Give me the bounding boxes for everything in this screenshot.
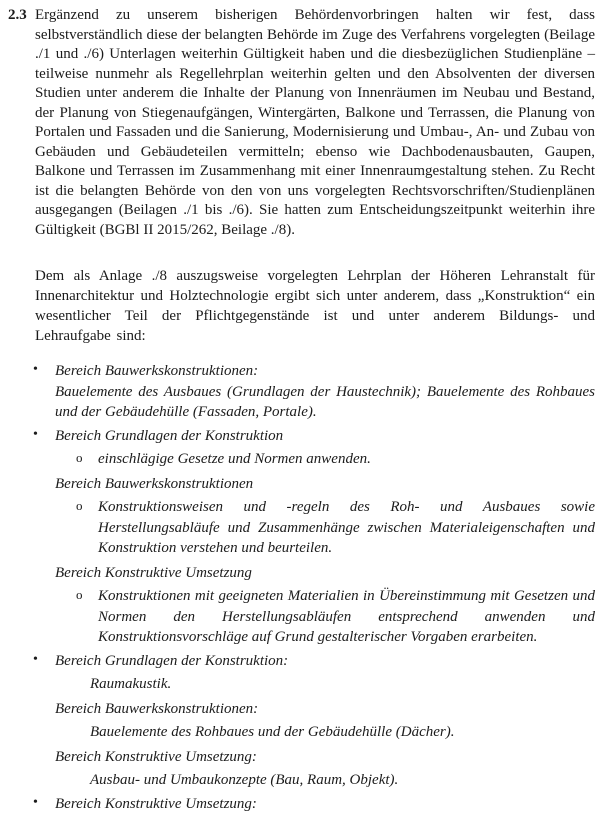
list-group-header xyxy=(8,699,595,720)
list-item xyxy=(8,651,595,672)
bullet-icon: • xyxy=(33,793,38,814)
list-item xyxy=(8,426,595,447)
indented-list-line xyxy=(8,770,595,791)
list-item xyxy=(8,361,595,382)
list-item-text: Bereich Konstruktive Umsetzung: xyxy=(55,796,257,812)
sub-list-item xyxy=(8,497,595,559)
numbered-section xyxy=(8,6,595,240)
circle-bullet-icon: o xyxy=(76,585,83,606)
list-item-text: Konstruktionen mit geeigneten Materialien in Übereinstimmung mit Gesetzen und Normen den Herstellungsabläufen entsprechend anwenden und Konstruktionsvorschläge auf Grund gestalterischer Vorgaben erarbeiten. xyxy=(98,588,595,645)
list-item-text: Bereich Bauwerkskonstruktionen: xyxy=(55,701,258,717)
list-item-continuation xyxy=(8,382,595,423)
circle-bullet-icon: o xyxy=(76,496,83,517)
circle-bullet-icon: o xyxy=(76,448,83,469)
section-number: 2.3 xyxy=(8,6,35,26)
bullet-icon: • xyxy=(33,360,38,381)
list-item xyxy=(8,794,595,814)
list-item-text: Bauelemente des Rohbaues und der Gebäudehülle (Dächer). xyxy=(90,724,454,740)
list-item-text: Bereich Konstruktive Umsetzung: xyxy=(55,749,257,765)
list-item-text: Bauelemente des Ausbaues (Grundlagen der Haustechnik); Bauelemente des Rohbaues und der Gebäudehülle (Fassaden, Portale). xyxy=(55,384,595,421)
curriculum-list xyxy=(8,361,595,814)
list-item-text: Ausbau- und Umbaukonzepte (Bau, Raum, Objekt). xyxy=(90,772,398,788)
sub-list-item xyxy=(8,449,595,470)
list-item-text: Bereich Grundlagen der Konstruktion xyxy=(55,428,283,444)
list-group-header xyxy=(8,563,595,584)
indented-list-line xyxy=(8,722,595,743)
intro-paragraph: Dem als Anlage ./8 auszugsweise vorgelegten Lehrplan der Höheren Lehranstalt für Innenarchitektur und Holztechnologie ergibt sich unter anderem, dass „Konstruktion“ ein wesentlicher Teil der Pflichtgegenstände ist und unter anderem Bildungs- und Lehraufgabe sind: xyxy=(35,266,595,346)
list-item-text: einschlägige Gesetze und Normen anwenden. xyxy=(98,451,371,467)
section-paragraph: Ergänzend zu unserem bisherigen Behördenvorbringen halten wir fest, dass selbstverständlich diese der belangten Behörde im Zuge des Verfahrens vorgelegten (Beilage ./1 und ./6) Unterlagen weiterhin Gültigkeit haben und die diesbezüglichen Studienpläne – teilweise nunmehr als Regellehrplan weiterhin gelten und den Absolventen der diversen Studien unter anderem die Inhalte der Planung von Innenräumen im Neubau und Bestand, der Planung von Stiegenaufgängen, Wintergärten, Balkone und Terrassen, die Planung von Portalen und Fassaden und die Sanierung, Modernisierung und Umbau-, An- und Zubau von Gebäuden und Gebäudeteilen vermitteln; ebenso wie Dachbodenausbauten, Gaupen, Balkone und Terrassen im Zusammenhang mit einer Innenraumgestaltung stehen. Zu Recht ist die belangten Behörde von den von uns vorgelegten Rechtsvorschriften/Studienplänen ausgegangen (Beilagen ./1 bis ./6). Sie hatten zum Entscheidungszeitpunkt weiterhin ihre Gültigkeit (BGBl II 2015/262, Beilage ./8). xyxy=(35,6,595,240)
bullet-icon: • xyxy=(33,425,38,446)
sub-list-item xyxy=(8,586,595,648)
list-group-header xyxy=(8,474,595,495)
list-item-text: Konstruktionsweisen und -regeln des Roh- und Ausbaues sowie Herstellungsabläufe und Zusammenhänge zwischen Materialeigenschaften und Konstruktion verstehen und beurteilen. xyxy=(98,499,595,556)
list-item-text: Bereich Konstruktive Umsetzung xyxy=(55,565,252,581)
bullet-icon: • xyxy=(33,650,38,671)
indented-list-line xyxy=(8,674,595,695)
list-item-text: Bereich Bauwerkskonstruktionen xyxy=(55,476,253,492)
list-item-text: Bereich Grundlagen der Konstruktion: xyxy=(55,653,288,669)
list-group-header xyxy=(8,747,595,768)
list-item-text: Bereich Bauwerkskonstruktionen: xyxy=(55,363,258,379)
list-item-text: Raumakustik. xyxy=(90,676,171,692)
